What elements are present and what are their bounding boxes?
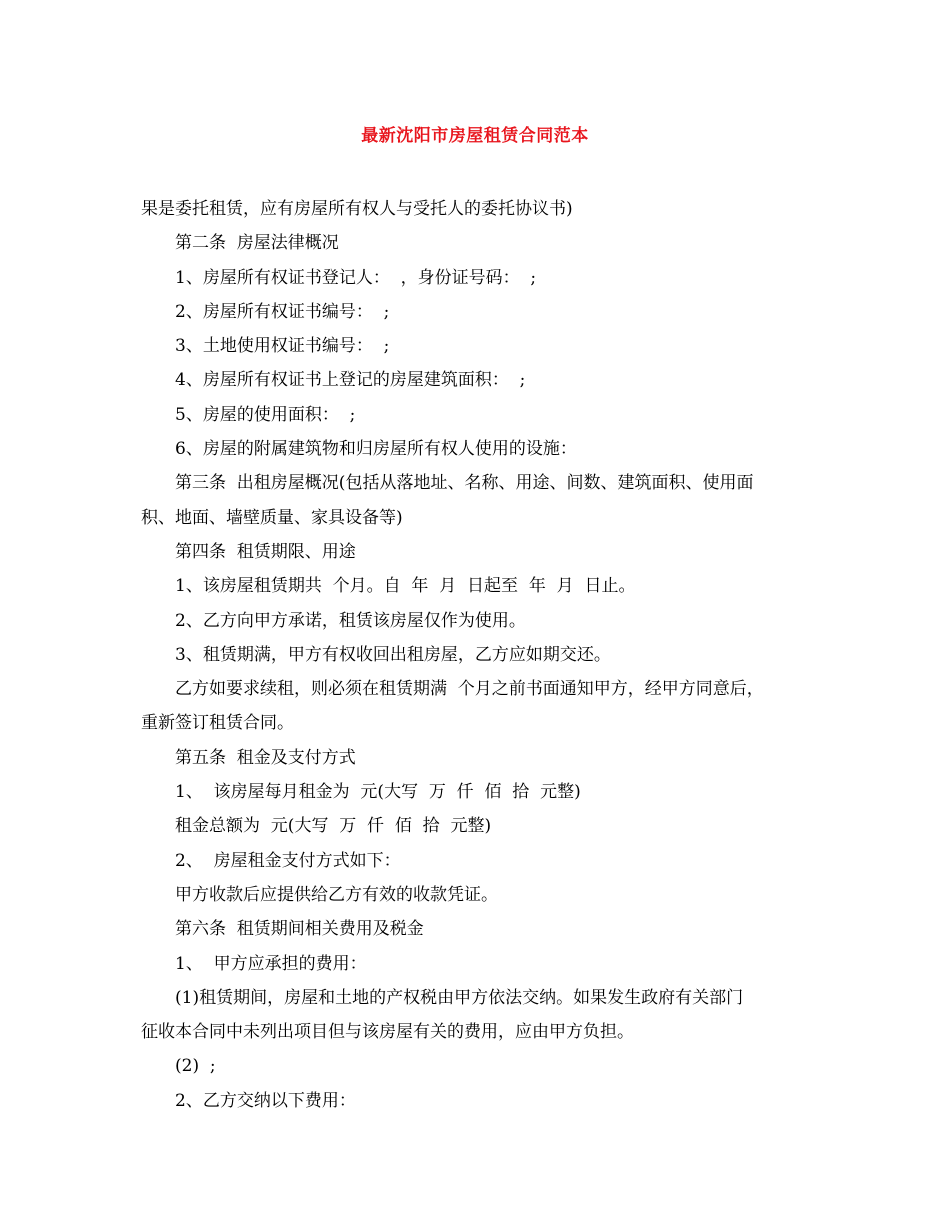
body-line: 3、租赁期满，甲方有权收回出租房屋，乙方应如期交还。 (175, 644, 611, 665)
body-line: 重新签订租赁合同。 (141, 713, 294, 734)
body-line: 第五条 租金及支付方式 (175, 747, 356, 768)
body-line: 4、房屋所有权证书上登记的房屋建筑面积： ; (175, 370, 526, 391)
body-line: 积、地面、墙壁质量、家具设备等) (141, 507, 403, 528)
body-line: 第三条 出租房屋概况(包括从落地址、名称、用途、间数、建筑面积、使用面 (175, 473, 754, 494)
body-line: 2、房屋所有权证书编号： ; (175, 301, 390, 322)
body-line: 征收本合同中未列出项目但与该房屋有关的费用，应由甲方负担。 (141, 1022, 634, 1043)
body-line: 第四条 租赁期限、用途 (175, 541, 356, 562)
body-line: (1)租赁期间，房屋和土地的产权税由甲方依法交纳。如果发生政府有关部门 (175, 987, 744, 1008)
body-line: 甲方收款后应提供给乙方有效的收款凭证。 (175, 884, 498, 905)
body-line: (2) ; (175, 1056, 216, 1077)
body-line: 6、房屋的附属建筑物和归房屋所有权人使用的设施： (175, 439, 577, 460)
document-title: 最新沈阳市房屋租赁合同范本 (361, 126, 589, 146)
body-line: 果是委托租赁，应有房屋所有权人与受托人的委托协议书) (141, 199, 573, 219)
body-line: 第二条 房屋法律概况 (175, 233, 339, 254)
body-line: 3、土地使用权证书编号： ; (175, 336, 390, 357)
body-line: 5、房屋的使用面积： ; (175, 404, 356, 425)
body-line: 1、 该房屋每月租金为 元(大写 万 仟 佰 拾 元整) (175, 782, 581, 803)
body-line: 2、乙方交纳以下费用： (175, 1090, 356, 1111)
body-line: 1、 甲方应承担的费用： (175, 953, 367, 974)
document-body (141, 192, 831, 1118)
body-line: 2、乙方向甲方承诺，租赁该房屋仅作为使用。 (175, 610, 526, 631)
body-line: 第六条 租赁期间相关费用及税金 (175, 919, 424, 940)
body-line: 2、 房屋租金支付方式如下： (175, 850, 401, 871)
body-line: 乙方如要求续租，则必须在租赁期满 个月之前书面通知甲方，经甲方同意后， (175, 679, 764, 700)
body-line: 1、该房屋租赁期共 个月。自 年 月 日起至 年 月 日止。 (175, 576, 636, 597)
body-line: 1、房屋所有权证书登记人： ，身份证号码： ; (175, 267, 537, 288)
body-line: 租金总额为 元(大写 万 仟 佰 拾 元整) (175, 816, 492, 837)
